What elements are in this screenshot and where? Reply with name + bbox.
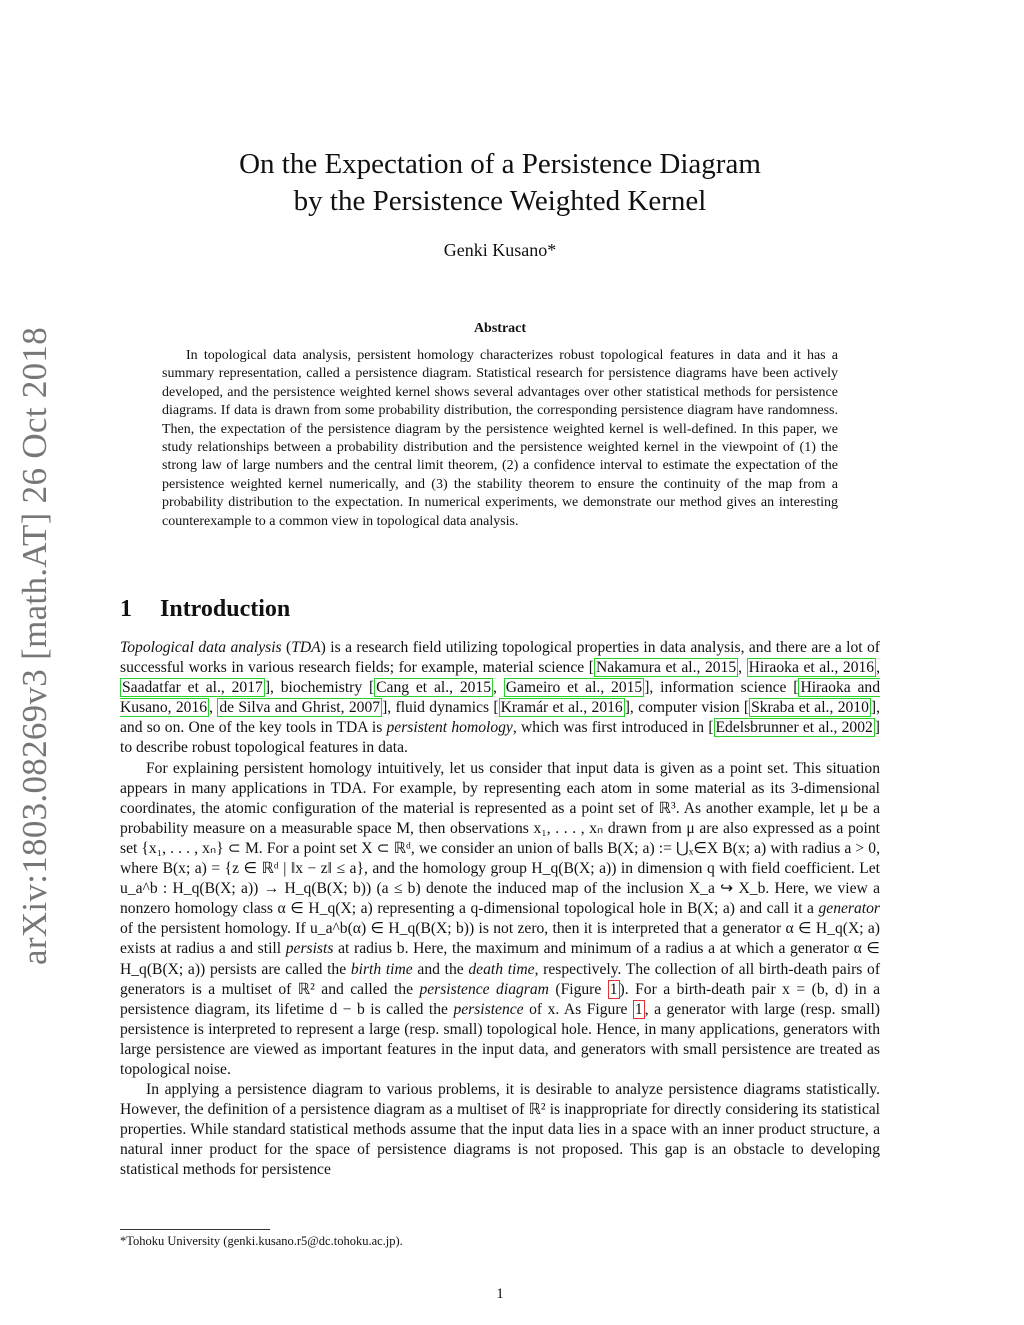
citation-link[interactable]: Hiraoka et al., 2016 <box>748 659 875 677</box>
citation-link[interactable]: Gameiro et al., 2015 <box>505 679 643 697</box>
citation-link[interactable]: Kramár et al., 2016 <box>500 699 623 717</box>
tda-term: Topological data analysis <box>120 639 282 656</box>
text-run: , <box>876 659 880 677</box>
citation-link[interactable]: Skraba et al., 2010 <box>751 699 869 717</box>
citation-link[interactable]: Hiraoka and Kusano, 2016 <box>120 679 881 717</box>
footnote-rule <box>120 1229 270 1230</box>
text-run: of the persistent homology. If u_a^b(α) ∈ H_q(B(X; b)) is not zero, then it is interpreted that a generator α ∈ H_q(X; a) exists at radius a and still <box>120 920 880 958</box>
text-run: ], information science [ <box>644 679 799 697</box>
footnote: *Tohoku University (genki.kusano.r5@dc.tohoku.ac.jp). <box>120 1234 403 1248</box>
text-run: ], computer vision [ <box>624 699 750 717</box>
text-run: , a generator with large (resp. small) persistence is interpreted to represent a large (resp. small) topological hole. Hence, in many applications, generators with large persistence are viewed as important features in the input data, and generators with small persistence are treated as topological noise. <box>120 1000 880 1078</box>
text-run: ], fluid dynamics [ <box>382 699 499 717</box>
text-run: , which was first introduced in [ <box>512 719 714 737</box>
paper-title <box>140 146 860 220</box>
term-death-time: death time <box>468 960 535 978</box>
text-run: ( <box>281 639 292 656</box>
abstract-text: In topological data analysis, persistent homology characterizes robust topological features in data and it has a summary representation, called a persistence diagram. Statistical research for persistence diagrams have been actively developed, and the persistence weighted kernel shows several advantages over other statistical methods for persistence diagrams. If data is drawn from some probability distribution, the corresponding persistence diagram have randomness. Then, the expectation of the persistence diagram by the persistence weighted kernel is well-defined. In this paper, we study relationships between a probability distribution and the persistence weighted kernel in the viewpoint of (1) the strong law of large numbers and the central limit theorem, (2) a confidence interval to estimate the expectation of the persistence weighted kernel numerically, and (3) the stability theorem to ensure the continuity of the map from a probability distribution to the expectation. In numerical experiments, we demonstrate our method gives an interesting counterexample to a common view in topological data analysis. <box>162 348 838 529</box>
term-persistent-homology: persistent homology <box>386 719 513 737</box>
title-line-1: On the Expectation of a Persistence Diagram <box>239 148 761 180</box>
citation-link[interactable]: Edelsbrunner et al., 2002 <box>715 719 873 737</box>
tda-abbrev: TDA <box>291 639 321 656</box>
text-run: , <box>738 659 747 677</box>
text-run: , <box>209 699 218 717</box>
text-run: For explaining persistent homology intuitively, let us consider that input data is given as a point set. This situation appears in many applications in TDA. For example, by representing each atom in some material as its 3-dimensional coordinates, the atomic configuration of the material is represented as a point set of ℝ³. As another example, let μ be a probability measure on a measurable space M, then observations x₁, . . . , xₙ drawn from μ are also expressed as a point set {x₁, . . . , xₙ} ⊂ M. For a point set X ⊂ ℝᵈ, we consider an union of balls B(X; a) := ⋃ₓ∈X B(x; a) with radius a > 0, where B(x; a) = {z ∈ ℝᵈ | ‖x − z‖ ≤ a}, and the homology group H_q(B(X; a)) in dimension q with field coefficient. Let u_a^b : H_q(B(X; a)) → H_q(B(X; b)) (a ≤ b) denote the induced map of the inclusion X_a ↪ X_b. Here, we view a nonzero homology class α ∈ H_q(X; a) representing a q-dimensional topological hole in B(X; a) and call it a <box>120 759 880 918</box>
citation-link[interactable]: Saadatfar et al., 2017 <box>122 679 263 697</box>
term-birth-time: birth time <box>350 960 413 978</box>
text-run: ], biochemistry [ <box>264 679 375 697</box>
section-heading <box>120 596 290 623</box>
text-run: ). For a birth-death pair x = (b, d) in a persistence diagram, its lifetime d − b is called the <box>120 980 880 1018</box>
term-persistence: persistence <box>453 1000 524 1018</box>
text-run: at radius b. Here, the maximum and minimum of a radius a at which a generator α ∈ H_q(B(X; a)) persists are called the <box>120 940 880 978</box>
term-persists: persists <box>285 940 334 958</box>
section-title: Introduction <box>160 596 291 622</box>
text-run: ], and so on. One of the key tools in TDA is <box>120 699 880 737</box>
text-run: , <box>493 679 504 697</box>
figure-ref-link[interactable]: 1 <box>634 1000 643 1018</box>
text-run: , respectively. The collection of all birth-death pairs of generators is a multiset of ℝ² and called the <box>120 960 881 998</box>
term-persistence-diagram: persistence diagram <box>419 980 549 998</box>
paragraph-2 <box>120 759 880 1081</box>
text-run: ] to describe robust topological features in data. <box>120 719 880 757</box>
paragraph-3: In applying a persistence diagram to various problems, it is desirable to analyze persistence diagrams statistically. However, the definition of a persistence diagram as a multiset of ℝ² is inappropriate for directly considering its statistical properties. While standard statistical methods assume that the input data lies in a space with an inner product structure, a natural inner product for the space of persistence diagrams is not proposed. This gap is an obstacle to developing statistical methods for persistence <box>120 1081 880 1179</box>
text-run: (Figure <box>548 980 608 998</box>
arxiv-stamp: arXiv:1803.08269v3 [math.AT] 26 Oct 2018 <box>15 326 54 965</box>
text-run: of x. As Figure <box>523 1000 633 1018</box>
title-line-2: by the Persistence Weighted Kernel <box>293 185 707 217</box>
term-generator: generator <box>818 900 880 918</box>
text-run: and the <box>412 960 469 978</box>
page-number: 1 <box>496 1286 504 1302</box>
section-number: 1 <box>120 596 132 622</box>
text-run: ) is a research field utilizing topological properties in data analysis, and there are a lot of successful works in various research fields; for example, material science <box>120 639 881 677</box>
citation-link[interactable]: de Silva and Ghrist, 2007 <box>219 699 381 717</box>
citation-link[interactable]: Cang et al., 2015 <box>376 679 492 697</box>
figure-ref-link[interactable]: 1 <box>609 980 618 998</box>
paragraph-1: Topological data analysis (TDA) is a research field utilizing topological properties in data analysis, and there are a lot of successful works in various research fields; for example, material science [ Nakamura et al., 2015 , Hiraoka et al., 2016 , Saadatfar et al., 2017 ], biochemistry [ Cang et al., 2015 , Gameiro et al., 2015 ], information science [ Hiraoka and Kusano, 2016 , de Silva and Ghrist, 2007 ], fluid dynamics [ Kramár et al., 2016 ], computer vision [ Skraba et al., 2010 ], and so on. One of the key tools in TDA is persistent homology, which was first introduced in [ Edelsbrunner et al., 2002 ] to describe robust topological features in data. <box>120 639 881 757</box>
abstract-heading: Abstract <box>473 321 527 336</box>
citation-link[interactable]: Nakamura et al., 2015 <box>595 659 737 677</box>
body-text <box>120 638 880 1181</box>
author: Genki Kusano* <box>443 240 557 260</box>
